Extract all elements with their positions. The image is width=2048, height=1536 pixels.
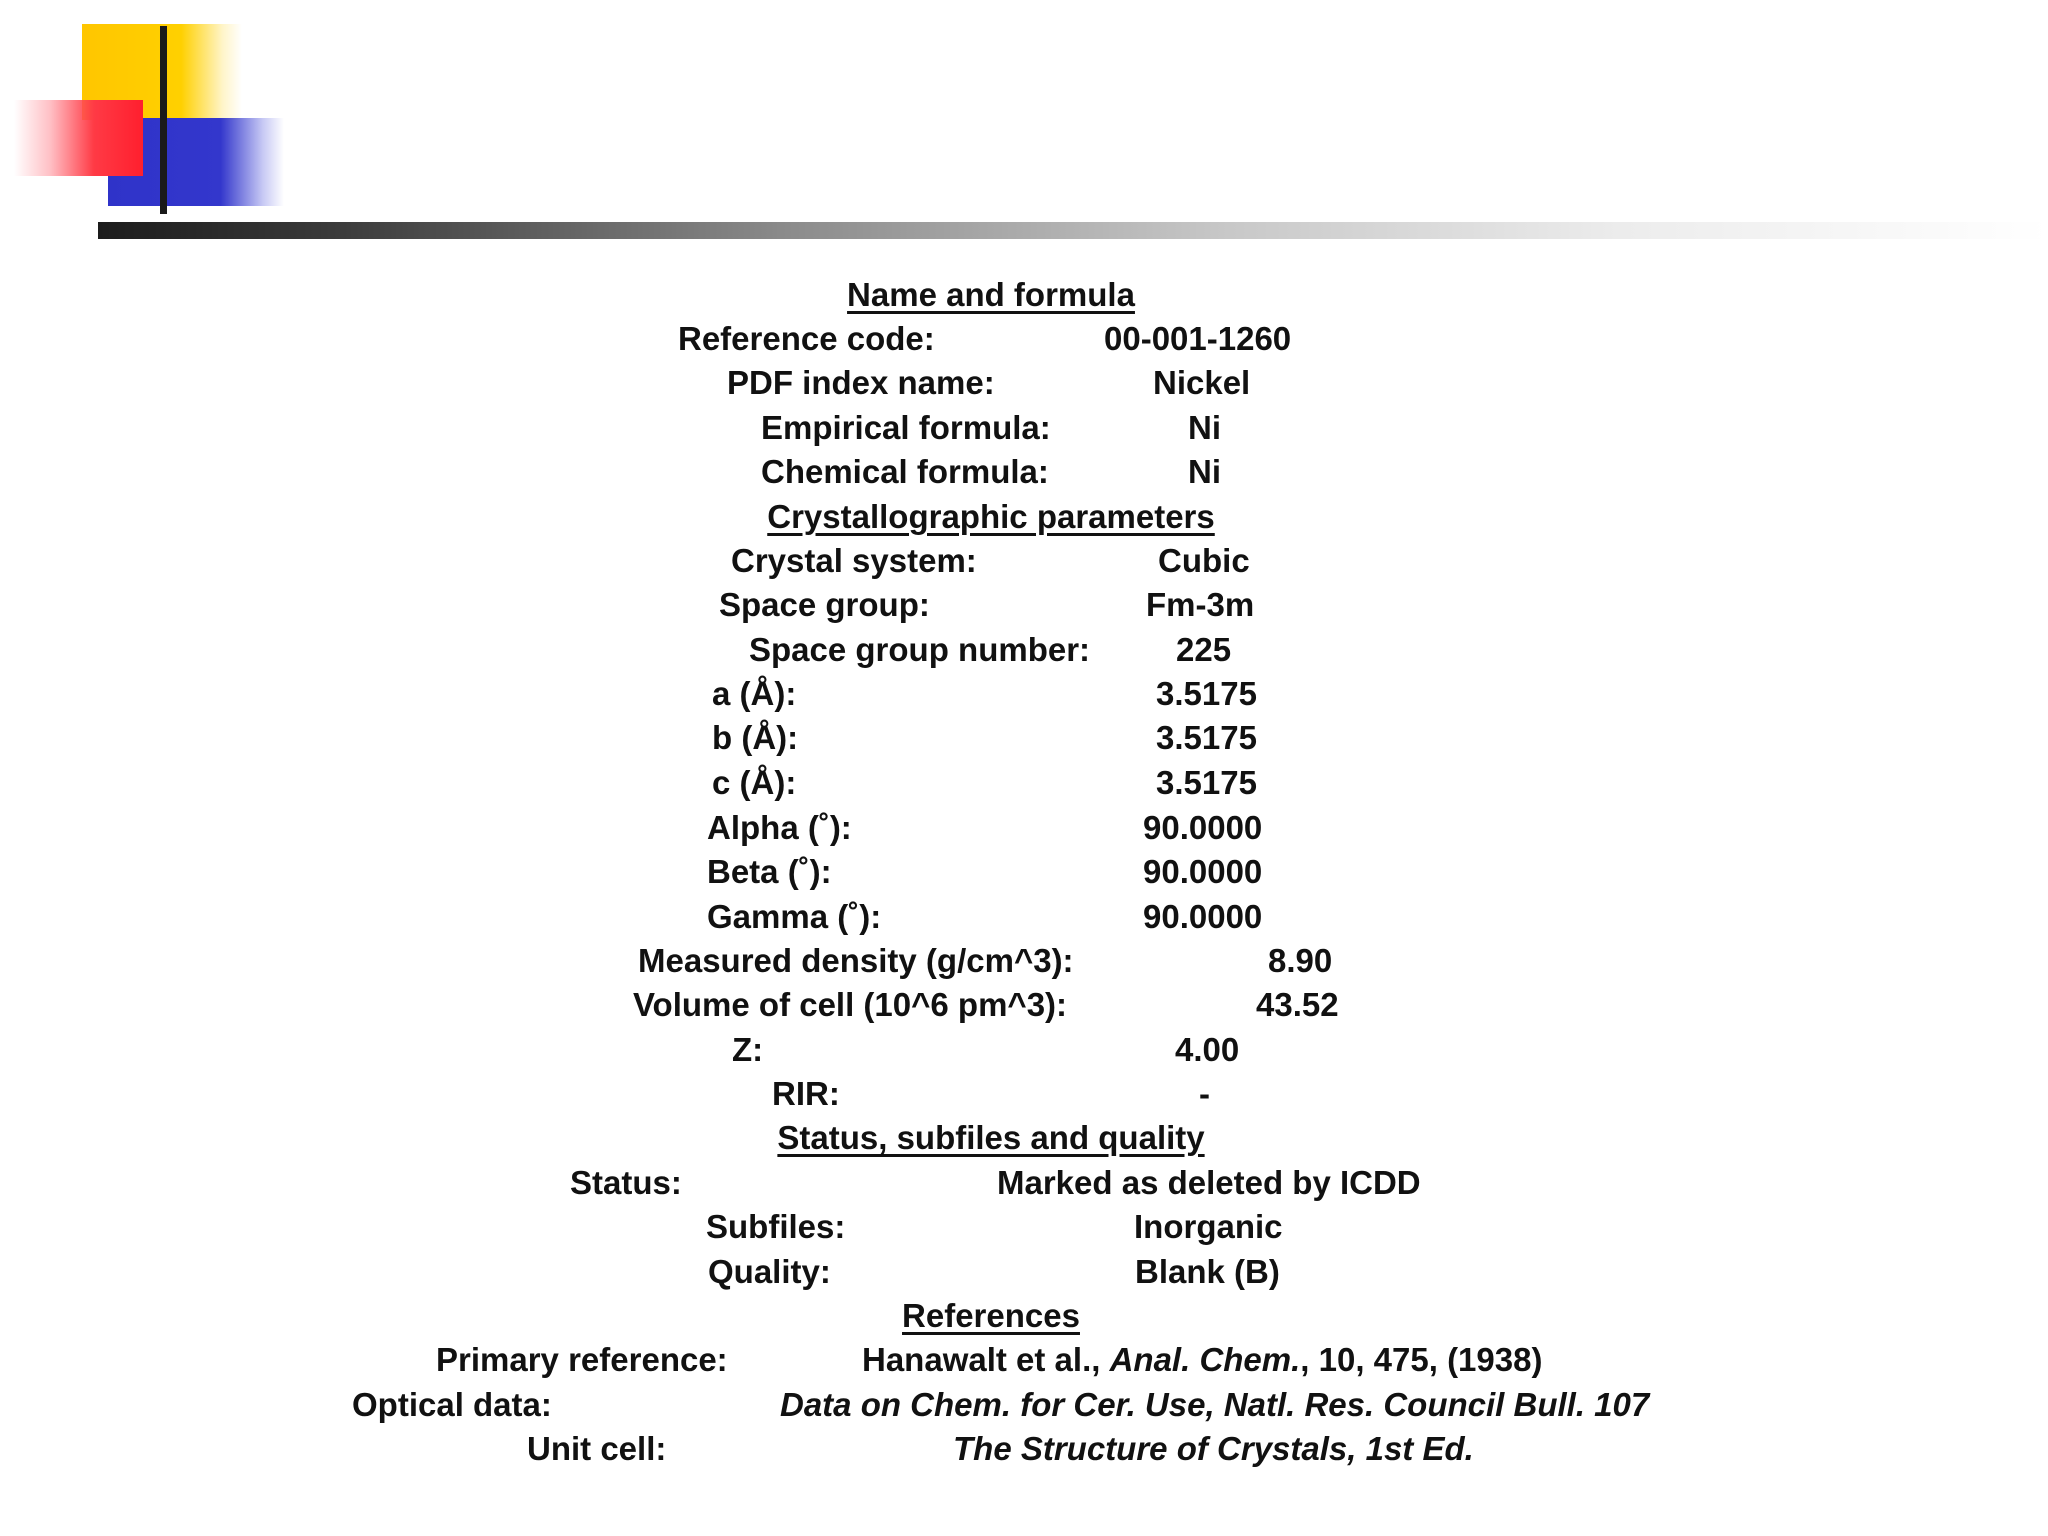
unit-cell-value: The Structure of Crystals, 1st Ed.: [953, 1430, 1474, 1467]
logo-vertical-bar: [160, 26, 167, 214]
lattice-c-value: 3.5175: [1156, 764, 1257, 801]
status-value: Marked as deleted by ICDD: [997, 1164, 1421, 1201]
volume-of-cell-value: 43.52: [1256, 986, 1339, 1023]
unit-cell-label: Unit cell:: [527, 1430, 667, 1467]
alpha-value: 90.0000: [1143, 809, 1263, 846]
measured-density-label: Measured density (g/cm^3):: [638, 942, 1074, 979]
optical-data-value: Data on Chem. for Cer. Use, Natl. Res. Council Bull. 107: [780, 1386, 1650, 1423]
reference-code-value: 00-001-1260: [1104, 320, 1292, 357]
subfiles-label: Subfiles:: [706, 1208, 846, 1245]
volume-of-cell-label: Volume of cell (10^6 pm^3):: [633, 986, 1068, 1023]
pdf-index-name-value: Nickel: [1153, 364, 1251, 401]
section-heading-references: References: [902, 1297, 1080, 1334]
logo-red-square: [14, 100, 143, 176]
space-group-value: Fm-3m: [1146, 586, 1255, 623]
status-label: Status:: [570, 1164, 682, 1201]
empirical-formula-label: Empirical formula:: [761, 409, 1051, 446]
crystal-system-value: Cubic: [1158, 542, 1250, 579]
section-heading-status: Status, subfiles and quality: [777, 1119, 1205, 1156]
header-gradient-rule: [98, 222, 2048, 239]
optical-data-label: Optical data:: [352, 1386, 552, 1423]
lattice-a-value: 3.5175: [1156, 675, 1257, 712]
primary-reference-value: [862, 1340, 1542, 1380]
crystal-system-label: Crystal system:: [731, 542, 977, 579]
beta-label: Beta (˚):: [707, 853, 832, 890]
gamma-value: 90.0000: [1143, 898, 1263, 935]
primary-reference-label: Primary reference:: [436, 1341, 728, 1378]
chemical-formula-label: Chemical formula:: [761, 453, 1049, 490]
primary-reference-journal: Anal. Chem.: [1109, 1341, 1301, 1378]
quality-value: Blank (B): [1135, 1253, 1280, 1290]
z-label: Z:: [732, 1031, 764, 1068]
primary-reference-authors: Hanawalt et al.,: [862, 1341, 1110, 1378]
z-value: 4.00: [1175, 1031, 1240, 1068]
pdf-index-name-label: PDF index name:: [727, 364, 995, 401]
empirical-formula-value: Ni: [1188, 409, 1221, 446]
lattice-c-label: c (Å):: [712, 764, 797, 801]
space-group-label: Space group:: [719, 586, 930, 623]
section-heading-name-formula: Name and formula: [847, 276, 1135, 313]
rir-value: -: [1199, 1075, 1210, 1112]
gamma-label: Gamma (˚):: [707, 898, 882, 935]
reference-code-label: Reference code:: [678, 320, 935, 357]
primary-reference-details: , 10, 475, (1938): [1300, 1341, 1543, 1378]
measured-density-value: 8.90: [1268, 942, 1333, 979]
subfiles-value: Inorganic: [1134, 1208, 1283, 1245]
section-heading-crystallographic: Crystallographic parameters: [767, 498, 1215, 535]
lattice-b-value: 3.5175: [1156, 719, 1257, 756]
chemical-formula-value: Ni: [1188, 453, 1221, 490]
rir-label: RIR:: [772, 1075, 840, 1112]
space-group-number-label: Space group number:: [749, 631, 1091, 668]
lattice-a-label: a (Å):: [712, 675, 797, 712]
alpha-label: Alpha (˚):: [707, 809, 852, 846]
beta-value: 90.0000: [1143, 853, 1263, 890]
quality-label: Quality:: [708, 1253, 831, 1290]
lattice-b-label: b (Å):: [712, 719, 799, 756]
space-group-number-value: 225: [1176, 631, 1232, 668]
